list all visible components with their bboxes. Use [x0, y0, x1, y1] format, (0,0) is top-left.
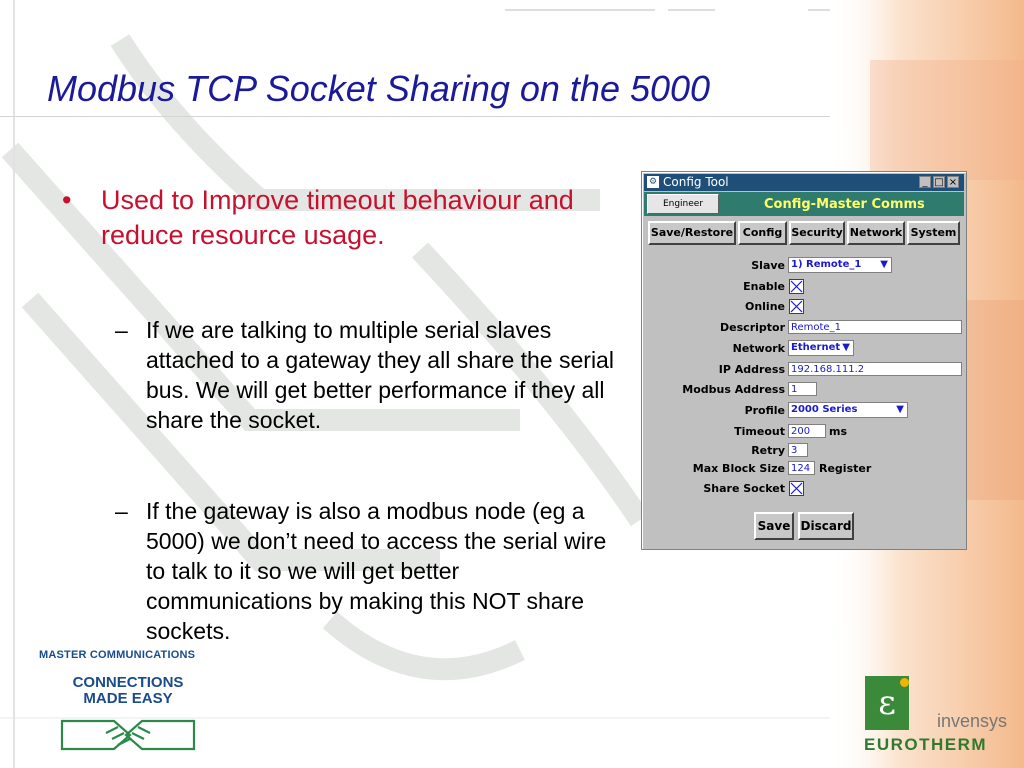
save-restore-button[interactable]: Save/Restore	[648, 221, 736, 245]
profile-select[interactable]	[788, 402, 908, 418]
config-button[interactable]: Config	[738, 221, 787, 245]
handshake-icon	[58, 707, 198, 759]
window-title: Config Tool	[663, 175, 729, 189]
bullet-text: Used to Improve timeout behaviour and reduce resource usage.	[101, 185, 574, 250]
network-select[interactable]	[788, 340, 854, 356]
app-icon: ⚙	[648, 177, 658, 187]
sub-point-text: If we are talking to multiple serial slaves attached to a gateway they all share the serial bus. We will get better performance if they all share the socket.	[146, 317, 614, 433]
minimize-icon[interactable]: _	[919, 176, 931, 188]
dropdown-arrow-icon: ▼	[842, 342, 850, 353]
network-value: Ethernet	[791, 342, 841, 353]
max-block-size-label: Max Block Size	[692, 462, 785, 475]
enable-checkbox[interactable]	[789, 279, 804, 294]
sub-point-text: If the gateway is also a modbus node (eg a 5000) we don’t need to access the serial wire to talk to it so we will get better communications by making this NOT share sockets.	[146, 498, 607, 644]
master-communications-label: MASTER COMMUNICATIONS	[39, 649, 196, 661]
share-socket-label: Share Socket	[703, 482, 785, 495]
network-button[interactable]: Network	[847, 221, 905, 245]
panel-title: Config-Master Comms	[764, 197, 925, 212]
timeout-label: Timeout	[734, 425, 785, 438]
save-button[interactable]: Save	[754, 512, 794, 540]
config-tool-window	[641, 171, 967, 550]
panel-header	[644, 192, 964, 216]
profile-value: 2000 Series	[791, 404, 858, 415]
logo-dot	[900, 678, 909, 687]
eurotherm-logo: ε	[865, 676, 909, 730]
enable-label: Enable	[743, 280, 785, 293]
engineer-button[interactable]: Engineer	[647, 194, 719, 214]
bullet-marker: •	[62, 185, 72, 215]
slave-value: 1) Remote_1	[791, 259, 862, 270]
logo-line-1: CONNECTIONS	[72, 674, 184, 691]
check-mark-icon	[790, 300, 803, 313]
dash-marker: –	[115, 498, 128, 524]
share-socket-checkbox[interactable]	[789, 481, 804, 496]
window-titlebar[interactable]	[644, 174, 964, 191]
max-block-size-unit: Register	[819, 462, 872, 475]
timeout-field[interactable]: 200	[788, 424, 826, 438]
dropdown-arrow-icon: ▼	[896, 404, 904, 415]
title-divider	[0, 116, 830, 117]
close-icon[interactable]: ×	[948, 177, 958, 188]
eurotherm-wordmark: EUROTHERM	[864, 735, 988, 754]
max-block-size-field[interactable]: 124	[788, 461, 815, 475]
modbus-address-field[interactable]: 1	[788, 382, 817, 396]
retry-label: Retry	[751, 444, 785, 457]
retry-field[interactable]: 3	[788, 443, 808, 457]
maximize-icon[interactable]: □	[934, 177, 944, 188]
modbus-address-label: Modbus Address	[682, 383, 785, 396]
system-button[interactable]: System	[907, 221, 960, 245]
discard-button[interactable]: Discard	[798, 512, 854, 540]
dropdown-arrow-icon: ▼	[880, 259, 888, 270]
timeout-unit: ms	[829, 425, 848, 438]
dash-marker: –	[115, 317, 128, 343]
ip-address-field[interactable]: 192.168.111.2	[788, 362, 962, 376]
slave-label: Slave	[751, 259, 785, 272]
network-label: Network	[732, 342, 785, 355]
invensys-wordmark: invensys	[937, 711, 1008, 731]
online-checkbox[interactable]	[789, 299, 804, 314]
descriptor-field[interactable]: Remote_1	[788, 320, 962, 334]
ip-address-label: IP Address	[718, 363, 785, 376]
profile-label: Profile	[744, 404, 785, 417]
connections-made-easy-logo	[58, 675, 198, 763]
security-button[interactable]: Security	[789, 221, 845, 245]
check-mark-icon	[790, 482, 803, 495]
check-mark-icon	[790, 280, 803, 293]
online-label: Online	[744, 300, 785, 313]
slide-title: Modbus TCP Socket Sharing on the 5000	[47, 68, 711, 109]
descriptor-label: Descriptor	[720, 321, 785, 334]
logo-line-2: MADE EASY	[83, 690, 173, 707]
slave-select[interactable]	[788, 257, 892, 273]
